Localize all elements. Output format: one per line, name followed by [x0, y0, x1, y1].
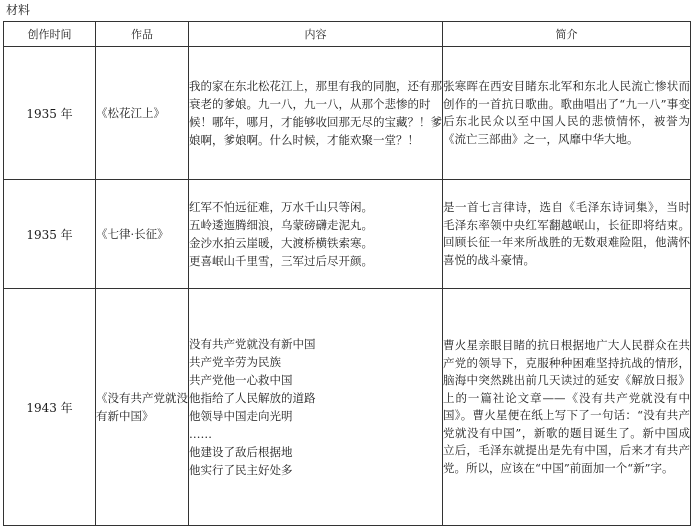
header-intro: 简介 — [443, 22, 691, 47]
header-work: 作品 — [96, 22, 189, 47]
creation-time: 1935 年 — [4, 180, 96, 289]
table-row — [4, 289, 691, 526]
poem-line: 五岭逶迤腾细浪，乌蒙磅礴走泥丸。 — [189, 218, 373, 232]
lyric-line: 共产党辛劳为民族 — [189, 355, 281, 369]
creation-time: 1943 年 — [4, 289, 96, 526]
work-content — [189, 289, 443, 526]
creation-time: 1935 年 — [4, 47, 96, 180]
table-row — [4, 47, 691, 180]
poem-line: 红军不怕远征难，万水千山只等闲。 — [189, 200, 373, 214]
table-row — [4, 180, 691, 289]
lyric-line: 他建设了敌后根据地 — [189, 445, 293, 459]
lyric-line: 他指给了人民解放的道路 — [189, 391, 316, 405]
lyric-line: 没有共产党就没有新中国 — [189, 337, 316, 351]
work-title: 《松花江上》 — [96, 47, 189, 180]
work-intro: 是一首七言律诗，选自《毛泽东诗词集》，当时毛泽东率领中央红军翻越岷山，长征即将结束。回顾长征一年来所战胜的无数艰难险阻，他满怀喜悦的战斗豪情。 — [443, 180, 691, 289]
work-title: 《七律·长征》 — [96, 180, 189, 289]
lyric-line: 共产党他一心救中国 — [189, 373, 293, 387]
poem-line: 金沙水拍云崖暖，大渡桥横铁索寒。 — [189, 236, 373, 250]
lyric-line: 他实行了民主好处多 — [189, 463, 293, 477]
work-intro: 张寒晖在西安目睹东北军和东北人民流亡惨状而创作的一首抗日歌曲。歌曲唱出了“九一八”事变后东北民众以至中国人民的悲愤情怀，被誉为《流亡三部曲》之一，风靡中华大地。 — [443, 47, 691, 180]
header-content: 内容 — [189, 22, 443, 47]
header-time: 创作时间 — [4, 22, 96, 47]
poem-line: 更喜岷山千里雪，三军过后尽开颜。 — [189, 254, 373, 268]
lyric-line: …… — [189, 427, 212, 441]
material-table — [3, 21, 691, 526]
lyric-line: 他领导中国走向光明 — [189, 409, 293, 423]
caption: 材料 — [6, 3, 31, 17]
work-intro: 曹火星亲眼目睹的抗日根据地广大人民群众在共产党的领导下，克服种种困难坚持抗战的情形，脑海中突然跳出前几天读过的延安《解放日报》上的一篇社论文章——《没有共产党就没有中国》。曹火星便在纸上写下了一句话：“没有共产党就没有中国”，新歌的题目诞生了。新中国成立后，毛泽东就提出是先有中国，后来才有共产党。所以，应该在“中国”前面加一个“新”字。 — [443, 289, 691, 526]
header-row — [4, 22, 691, 47]
work-title: 《没有共产党就没有新中国》 — [96, 289, 189, 526]
work-content: 我的家在东北松花江上，那里有我的同胞，还有那衰老的爹娘。九一八，九一八，从那个悲惨的时候！哪年，哪月，才能够收回那无尽的宝藏？！爹娘啊，爹娘啊。什么时候，才能欢聚一堂？！ — [189, 47, 443, 180]
work-content — [189, 180, 443, 289]
